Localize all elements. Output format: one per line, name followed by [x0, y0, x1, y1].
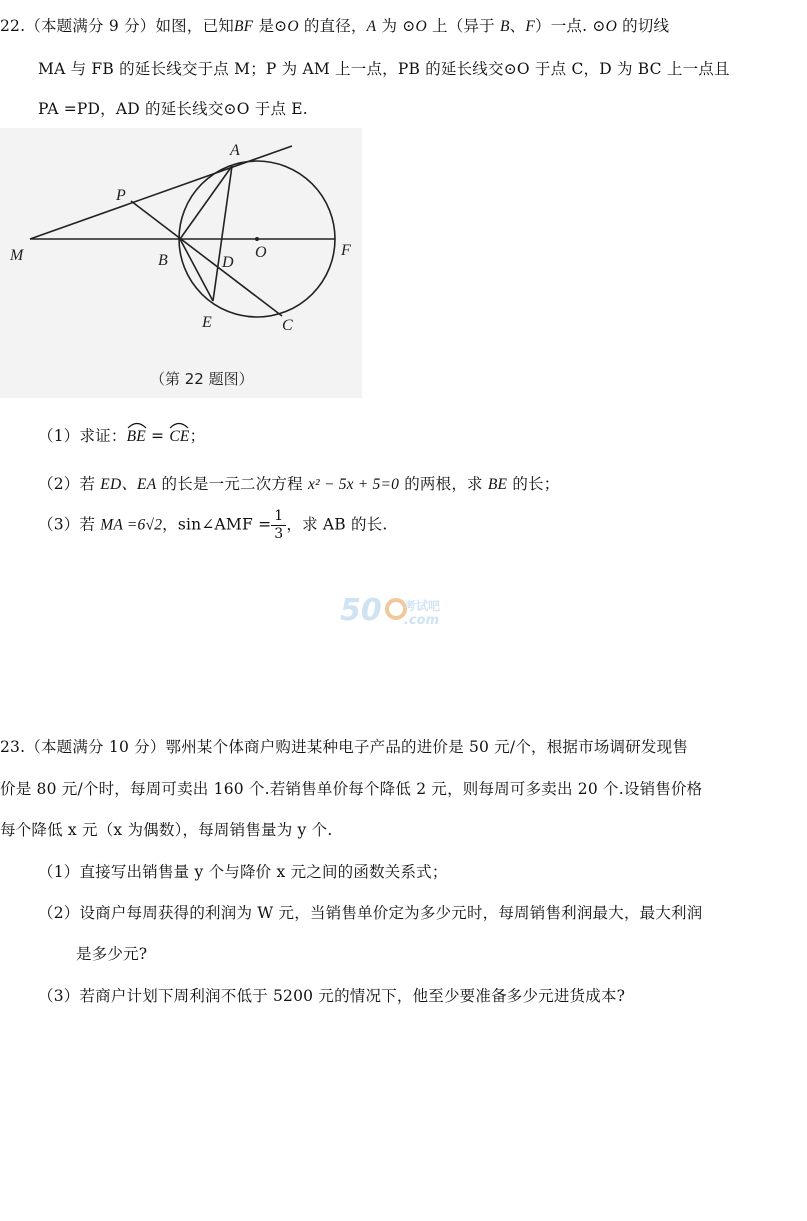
- var-f: F: [525, 18, 536, 35]
- q22-line1-text-e: 上（异于: [426, 17, 500, 35]
- fraction-numerator: 1: [271, 508, 286, 526]
- q22-line1-text-f: 、: [509, 17, 526, 35]
- line-ae: [213, 166, 232, 301]
- var-bf: BF: [233, 18, 254, 35]
- q22-line2: MA 与 FB 的延长线交于点 M；P 为 AM 上一点，PB 的延长线交⊙O 于点 C，D 为 BC 上一点且: [38, 60, 730, 78]
- part2-suffix: 的两根，求: [399, 475, 488, 493]
- q23-line1: 23.（本题满分 10 分）鄂州某个体商户购进某种电子产品的进价是 50 元/个，根据市场调研发现售: [0, 738, 689, 756]
- q22-line1-text-g: ）一点. ⊙: [535, 17, 606, 35]
- label-c: C: [282, 317, 293, 334]
- var-o2: O: [415, 18, 427, 35]
- q22-line1-text-h: 的切线: [616, 17, 670, 35]
- q22-part3: [38, 508, 388, 543]
- label-m: M: [10, 247, 24, 264]
- fraction: [271, 508, 286, 543]
- label-a: A: [230, 142, 240, 159]
- part2-be: BE: [487, 476, 508, 493]
- figure-caption: （第 22 题图）: [150, 370, 254, 388]
- q22-line1-text-b: 是⊙: [253, 17, 288, 35]
- part3-suffix: ，求 AB 的长.: [286, 515, 388, 534]
- part2-equation: x² − 5x + 5=0: [307, 476, 400, 493]
- logo-cn: 考试吧: [404, 599, 441, 613]
- part2-end: 的长；: [507, 475, 560, 493]
- var-o: O: [287, 18, 299, 35]
- logo-number: 50: [340, 593, 382, 628]
- part3-prefix: （3）若: [38, 515, 101, 534]
- q23-line2: 价是 80 元/个时，每周可卖出 160 个.若销售单价每个降低 2 元，则每周可多卖出 20 个.设销售价格: [0, 780, 703, 798]
- logo-com: .com: [404, 613, 440, 628]
- label-f: F: [341, 242, 351, 259]
- q22-part1: [38, 424, 205, 446]
- part2-prefix: （2）若: [38, 475, 101, 493]
- part2-vars: ED、EA: [100, 476, 157, 493]
- label-b: B: [158, 252, 168, 269]
- q22-line3: PA =PD，AD 的延长线交⊙O 于点 E.: [38, 100, 308, 118]
- arc-mark-icon: [169, 421, 189, 429]
- var-o3: O: [605, 18, 617, 35]
- label-o: O: [255, 244, 267, 261]
- q22-line1: [0, 14, 669, 36]
- q23-line3: 每个降低 x 元（x 为偶数），每周销售量为 y 个.: [0, 821, 333, 839]
- q23-part2-a: （2）设商户每周获得的利润为 W 元，当销售单价定为多少元时，每周销售利润最大，最大利润: [38, 904, 703, 922]
- label-d: D: [222, 254, 234, 271]
- part1-suffix: ；: [189, 427, 206, 445]
- q23-part3: （3）若商户计划下周利润不低于 5200 元的情况下，他至少要准备多少元进货成本?: [38, 987, 626, 1005]
- part3-sep: ，sin∠AMF =: [162, 515, 272, 534]
- var-a: A: [366, 18, 377, 35]
- q22-line1-text-c: 的直径，: [298, 17, 367, 35]
- part3-ma: MA =6√2: [100, 516, 163, 534]
- q22-part2: [38, 472, 559, 494]
- q23-part1: （1）直接写出销售量 y 个与降价 x 元之间的函数关系式；: [38, 863, 448, 881]
- var-b: B: [499, 18, 510, 35]
- q22-figure: [0, 128, 362, 398]
- fraction-denominator: 3: [274, 526, 284, 542]
- label-e: E: [202, 314, 212, 331]
- arc-be: [127, 428, 146, 446]
- watermark-logo: [338, 590, 464, 634]
- arc-be-text: BE: [126, 428, 146, 445]
- q22-line1-text-a: 22.（本题满分 9 分）如图，已知: [0, 17, 234, 35]
- label-p: P: [116, 187, 126, 204]
- q23-part2-b: 是多少元?: [76, 945, 148, 963]
- line-ma: [30, 146, 292, 239]
- part1-prefix: （1）求证：: [38, 427, 127, 445]
- part1-eq: =: [145, 427, 170, 445]
- q22-line1-text-d: 为 ⊙: [376, 17, 416, 35]
- geometry-diagram: [0, 128, 362, 398]
- arc-mark-icon: [127, 421, 147, 429]
- center-dot: [255, 237, 259, 241]
- arc-ce: [169, 428, 189, 446]
- arc-ce-text: CE: [169, 428, 190, 445]
- logo-icon: [338, 590, 464, 630]
- part2-mid: 的长是一元二次方程: [156, 475, 308, 493]
